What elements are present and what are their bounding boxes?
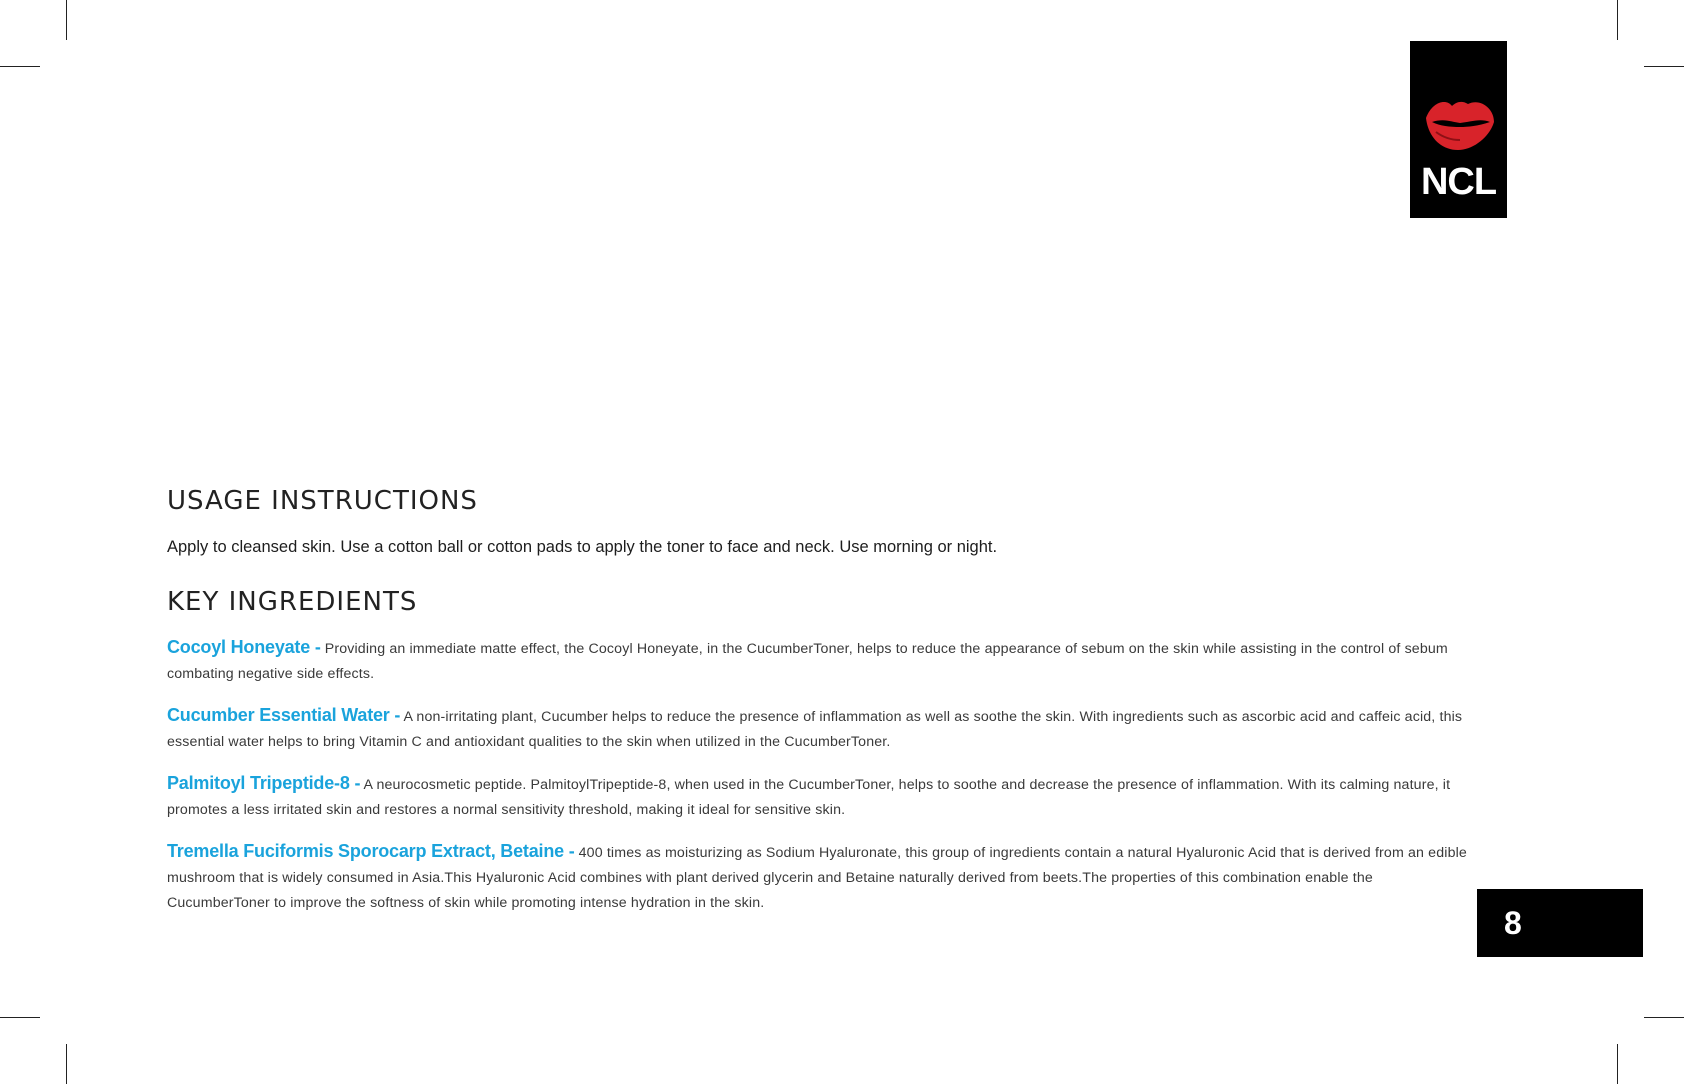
page-number-box: [1477, 889, 1643, 957]
ingredient-description: 400 times as moisturizing as Sodium Hyaluronate, this group of ingredients contain a natural Hyaluronic Acid that is derived from an edible mushroom that is widely consumed in Asia.This Hyaluronic Acid combines with plant derived glycerin and Betaine naturally derived from beets.The properties of this combination enable the CucumberToner to improve the softness of skin while promoting intense hydration in the skin.: [167, 845, 1467, 911]
ncl-logo: [1410, 41, 1507, 218]
crop-mark: [1644, 1017, 1684, 1018]
ingredient-description: A neurocosmetic peptide. PalmitoylTripeptide-8, when used in the CucumberToner, helps to soothe and decrease the presence of inflammation. With its calming nature, it promotes a less irritated skin and restores a normal sensitivity threshold, making it ideal for sensitive skin.: [167, 777, 1451, 818]
crop-mark: [66, 0, 67, 40]
ingredient-name: Cocoyl Honeyate -: [167, 637, 321, 657]
ingredient-name: Palmitoyl Tripeptide-8 -: [167, 773, 361, 793]
logo-brand-text: NCL: [1420, 161, 1497, 203]
ingredient-description: Providing an immediate matte effect, the Cocoyl Honeyate, in the CucumberToner, helps to reduce the appearance of sebum on the skin while assisting in the control of sebum combating negative side effects.: [167, 641, 1448, 682]
ingredient-item: [167, 839, 1477, 916]
page-number: 8: [1504, 905, 1522, 941]
main-content: [167, 486, 1477, 916]
ingredient-name: Tremella Fuciformis Sporocarp Extract, Betaine -: [167, 841, 575, 861]
crop-mark: [0, 1017, 40, 1018]
usage-text: Apply to cleansed skin. Use a cotton ball or cotton pads to apply the toner to face and neck. Use morning or night.: [167, 538, 998, 556]
crop-mark: [1617, 1044, 1618, 1084]
usage-title: USAGE INSTRUCTIONS: [167, 486, 478, 516]
ingredient-description: A non-irritating plant, Cucumber helps to reduce the presence of inflammation as well as soothe the skin. With ingredients such as ascorbic acid and caffeic acid, this essential water helps to bring Vitamin C and antioxidant qualities to the skin when utilized in the CucumberToner.: [167, 709, 1463, 750]
lips-icon: [1422, 96, 1498, 156]
ingredient-item: [167, 703, 1477, 755]
ingredient-item: [167, 635, 1477, 687]
ingredient-item: [167, 771, 1477, 823]
crop-mark: [0, 66, 40, 67]
crop-mark: [1617, 0, 1618, 40]
crop-mark: [1644, 66, 1684, 67]
crop-mark: [66, 1044, 67, 1084]
key-ingredients-title: KEY INGREDIENTS: [167, 587, 418, 617]
ingredient-name: Cucumber Essential Water -: [167, 705, 401, 725]
